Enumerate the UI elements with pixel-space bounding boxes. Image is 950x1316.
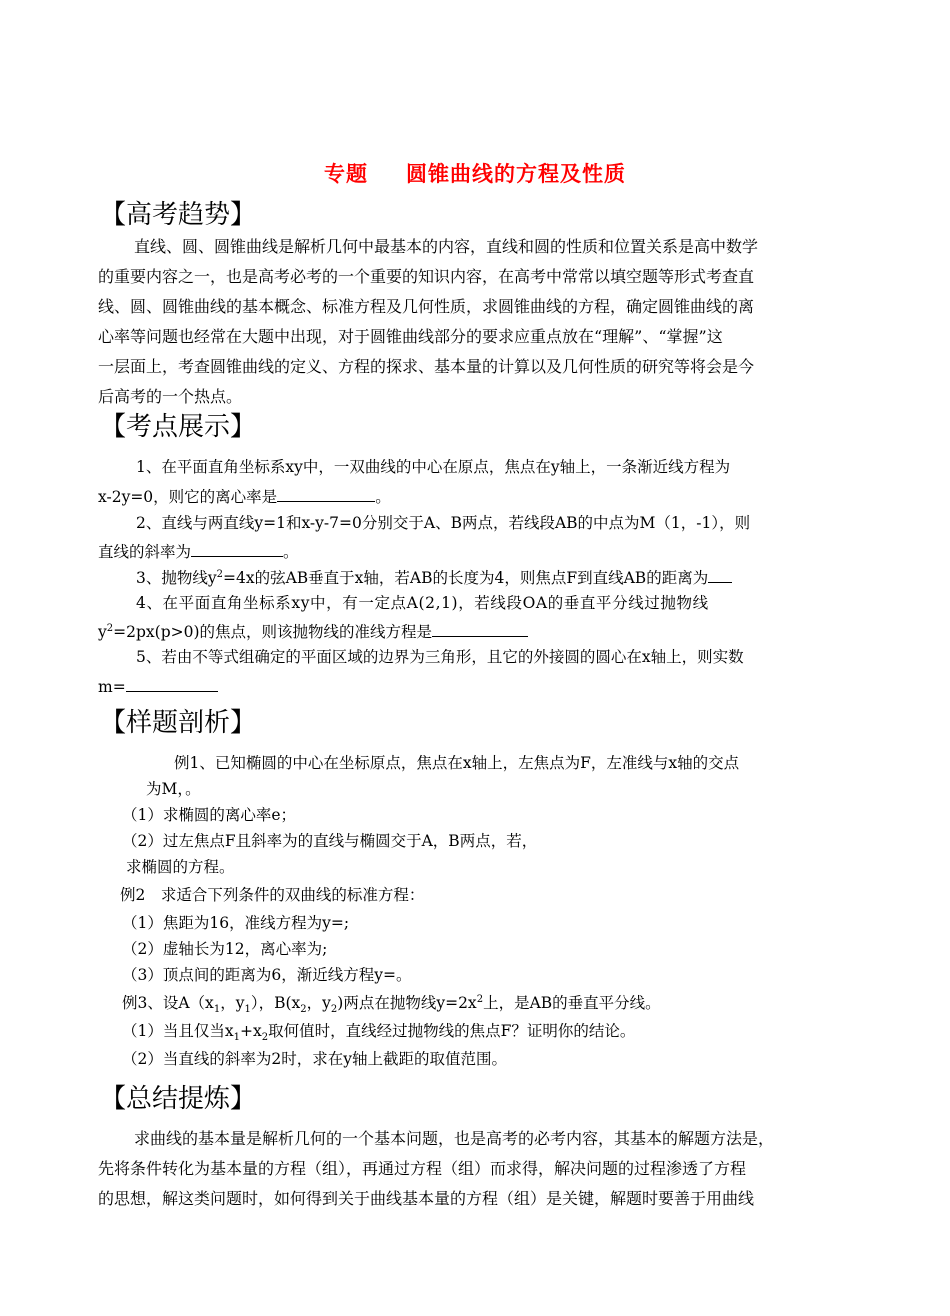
trend-line: 心率等问题也经常在大题中出现，对于圆锥曲线部分的要求应重点放在“理解”、“掌握”这 [98,327,723,346]
answer-blank[interactable] [126,675,218,692]
problem-4-line-2: $y^2=2px(p>0)$的焦点，则该抛物线的准线方程是 [98,620,528,643]
page-title [0,158,950,188]
trend-line: 一层面上，考查圆锥曲线的定义、方程的探求、基本量的计算以及几何性质的研究等将会是今 [98,357,755,376]
summary-line: 求曲线的基本量是解析几何的一个基本问题，也是高考的必考内容，其基本的解题方法是， [134,1129,775,1148]
example-2-part-2: （2）虚轴长为12，离心率为; [122,940,328,958]
example-1-part-1: （1）求椭圆的离心率e； [122,806,297,824]
problem-5-line-1: 5、若由不等式组确定的平面区域的边界为三角形，且它的外接圆的圆心在x轴上，则实数 [136,648,744,666]
answer-blank[interactable] [432,620,528,637]
answer-blank[interactable] [277,485,375,502]
summary-line: 的思想，解这类问题时，如何得到关于曲线基本量的方程（组）是关键，解题时要善于用曲线 [98,1189,755,1208]
example-2-title: 例2 求适合下列条件的双曲线的标准方程： [120,886,425,904]
trend-line: 线、圆、圆锥曲线的基本概念、标准方程及几何性质，求圆锥曲线的方程，确定圆锥曲线的离 [98,297,755,316]
problem-5-line-2: m= [98,675,218,698]
example-2-part-3: （3）顶点间的距离为6，渐近线方程y=。 [122,966,412,984]
problem-2-line-2: 直线的斜率为 。 [98,540,299,563]
example-1-line-1: 例1、已知椭圆的中心在坐标原点，焦点在x轴上，左焦点为F，左准线与x轴的交点 [174,754,740,772]
problem-4-line-1: 4、在平面直角坐标系xy中，有一定点A(2,1)，若线段OA的垂直平分线过抛物线 [136,594,709,612]
section-heading-summary: 【总结提炼】 [100,1084,257,1114]
trend-paragraph [98,232,854,412]
example-2-part-1: （1）焦距为16，准线方程为y=; [122,914,350,932]
summary-paragraph [98,1124,854,1214]
problem-1-line-1: 1、在平面直角坐标系xy中，一双曲线的中心在原点，焦点在y轴上，一条渐近线方程为 [136,458,731,476]
answer-blank[interactable] [708,566,732,583]
summary-line: 先将条件转化为基本量的方程（组），再通过方程（组）而求得，解决问题的过程渗透了方程 [98,1159,747,1178]
section-heading-points: 【考点展示】 [100,412,257,442]
section-heading-trend: 【高考趋势】 [100,200,257,230]
example-1-line-2: 为M，。 [146,780,201,798]
problem-2-line-1: 2、直线与两直线y=1和x-y-7=0分别交于A、B两点，若线段AB的中点为M（1，-1），则 [136,514,751,532]
example-1-line-5: 求椭圆的方程。 [126,858,235,876]
section-heading-examples: 【样题剖析】 [100,708,257,738]
example-3-part-2: （2）当直线的斜率为2时，求在y轴上截距的取值范围。 [122,1050,507,1068]
problem-3-line: 3、抛物线$y^2=4x$的弦AB垂直于x轴，若AB的长度为4，则焦点F到直线AB的距离为 [136,566,732,589]
trend-line: 的重要内容之一，也是高考必考的一个重要的知识内容，在高考中常常以填空题等形式考查直 [98,267,755,286]
title-topic: 专题 [324,162,368,186]
problem-1-line-2: x-2y=0，则它的离心率是 。 [98,485,391,508]
answer-blank[interactable] [191,540,283,557]
example-3-part-1: （1）当且仅当$x_1+x_2$取何值时，直线经过抛物线的焦点F？证明你的结论。 [122,1022,636,1044]
trend-line: 直线、圆、圆锥曲线是解析几何中最基本的内容，直线和圆的性质和位置关系是高中数学 [134,237,759,256]
example-3-title: 例3、设$A(x_1$，$y_1$），$B(x_2$，$y_2$)两点在抛物线$y=2x^2$上，是AB的垂直平分线。 [122,993,661,1016]
title-subject: 圆锥曲线的方程及性质 [406,162,626,186]
example-1-part-2: （2）过左焦点F且斜率为的直线与椭圆交于A，B两点，若， [122,832,538,850]
trend-line: 后高考的一个热点。 [98,387,243,406]
